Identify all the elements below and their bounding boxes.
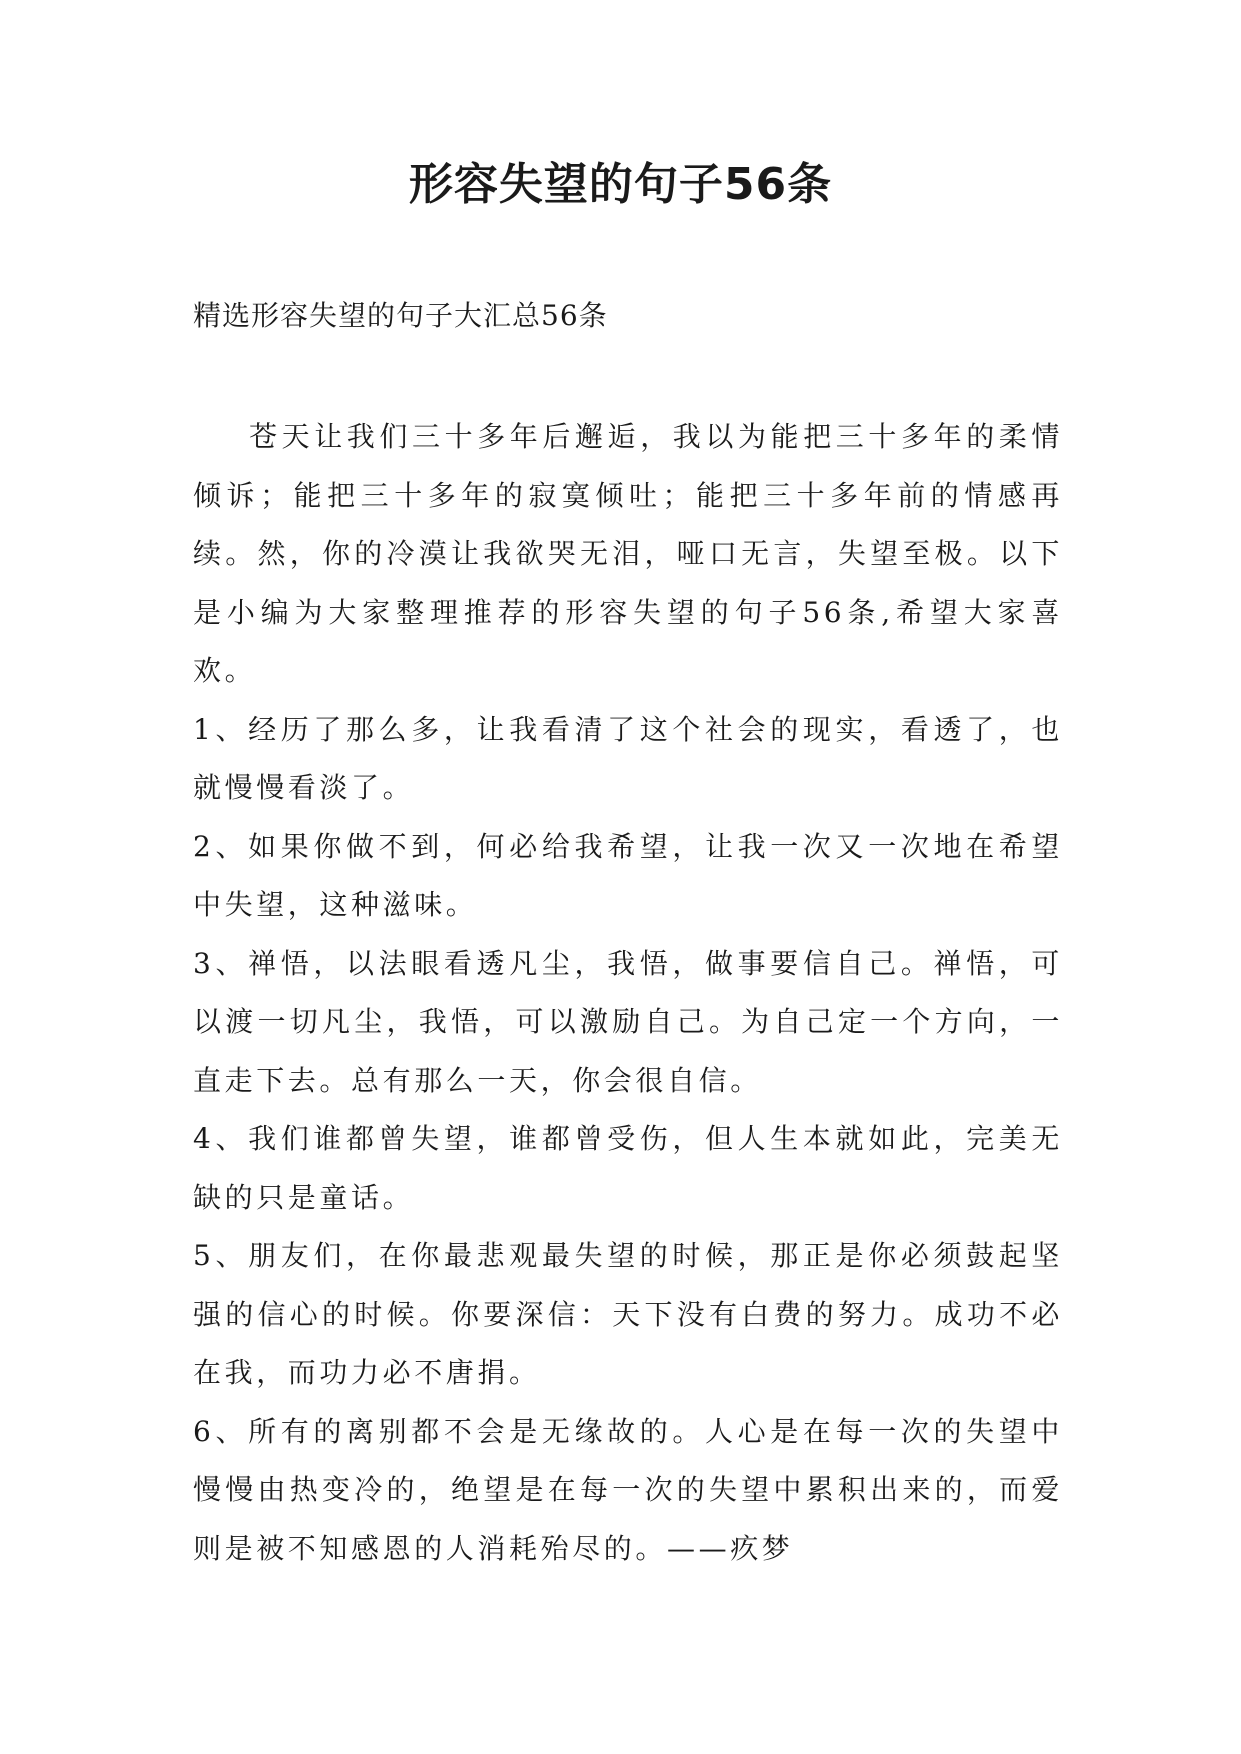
list-item: 1、经历了那么多，让我看清了这个社会的现实，看透了，也就慢慢看淡了。 <box>193 712 1063 804</box>
list-item: 3、禅悟，以法眼看透凡尘，我悟，做事要信自己。禅悟，可以渡一切凡尘，我悟，可以激励自己。为自己定一个方向，一直走下去。总有那么一天，你会很自信。 <box>193 946 1063 1097</box>
list-item: 4、我们谁都曾失望，谁都曾受伤，但人生本就如此，完美无缺的只是童话。 <box>193 1122 1063 1214</box>
list-item: 5、朋友们，在你最悲观最失望的时候，那正是你必须鼓起坚强的信心的时候。你要深信：天下没有白费的努力。成功不必在我，而功力必不唐捐。 <box>193 1239 1063 1389</box>
intro-paragraph: 苍天让我们三十多年后邂逅，我以为能把三十多年的柔情倾诉；能把三十多年的寂寞倾吐；能把三十多年前的情感再续。然，你的冷漠让我欲哭无泪，哑口无言，失望至极。以下是小编为大家整理推荐的形容失望的句子56条,希望大家喜欢。 <box>193 420 1063 687</box>
document-body <box>193 408 1063 1578</box>
list-item: 2、如果你做不到，何必给我希望，让我一次又一次地在希望中失望，这种滋味。 <box>193 829 1063 921</box>
document-subtitle: 精选形容失望的句子大汇总56条 <box>193 299 608 332</box>
list-item: 6、所有的离别都不会是无缘故的。人心是在每一次的失望中慢慢由热变冷的，绝望是在每一次的失望中累积出来的，而爱则是被不知感恩的人消耗殆尽的。——疚梦 <box>193 1414 1063 1565</box>
document-title: 形容失望的句子56条 <box>408 159 833 210</box>
